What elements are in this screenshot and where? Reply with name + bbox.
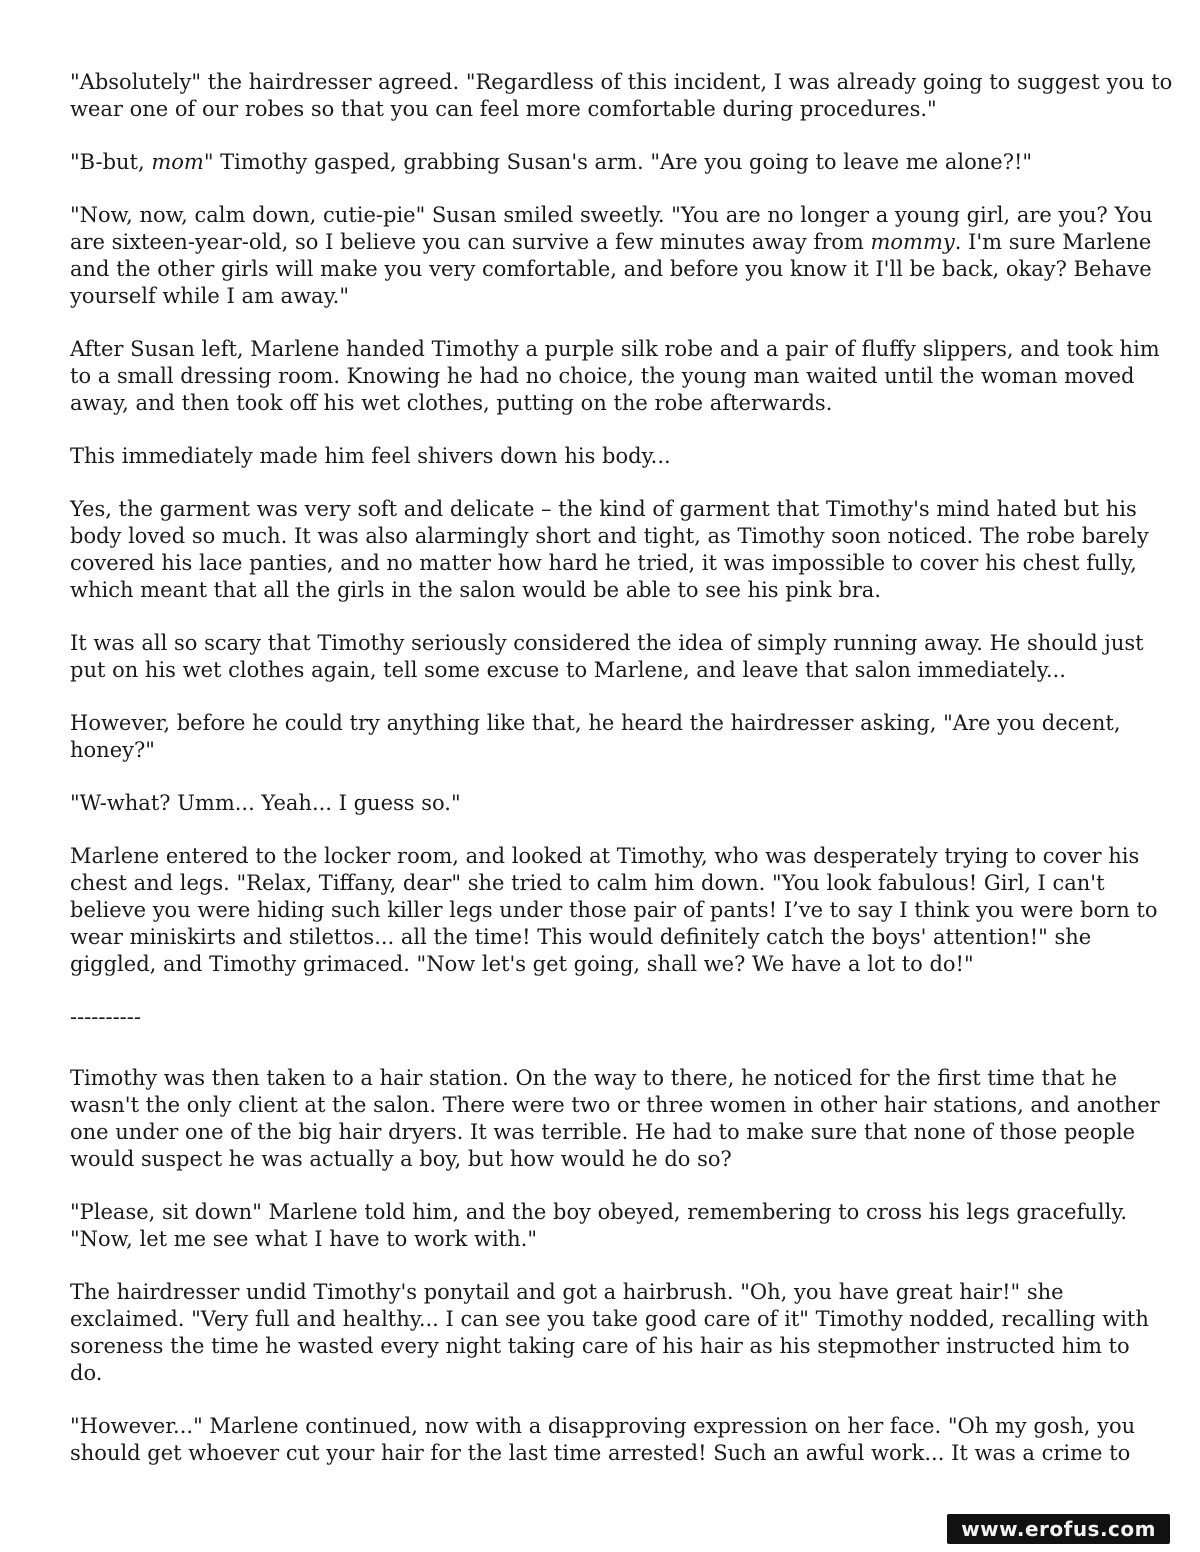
paragraph-5: This immediately made him feel shivers down his body...: [70, 444, 671, 468]
document-page: [70, 69, 1173, 1493]
paragraph-7: It was all so scary that Timothy seriously considered the idea of simply running away. He should just put on his wet clothes again, tell some excuse to Marlene, and leave that salon immediately...: [70, 631, 1144, 682]
paragraph-12: "Please, sit down" Marlene told him, and the boy obeyed, remembering to cross his legs gracefully. "Now, let me see what I have to work with.": [70, 1200, 1128, 1251]
watermark-label: www.erofus.com: [947, 1514, 1170, 1544]
paragraph-11: Timothy was then taken to a hair station. On the way to there, he noticed for the first time that he wasn't the only client at the salon. There were two or three women in other hair stations, and another one under one of the big hair dryers. It was terrible. He had to make sure that none of those people would suspect he was actually a boy, but how would he do so?: [70, 1066, 1160, 1171]
paragraph-10: Marlene entered to the locker room, and looked at Timothy, who was desperately trying to cover his chest and legs. "Relax, Tiffany, dear" she tried to calm him down. "You look fabulous! Girl, I can't believe you were hiding such killer legs under those pair of pants! I’ve to say I think you were born to wear miniskirts and stilettos... all the time! This would definitely catch the boys' attention!" she giggled, and Timothy grimaced. "Now let's get going, shall we? We have a lot to do!": [70, 844, 1158, 976]
section-divider: ----------: [70, 1005, 141, 1029]
paragraph-1: "Absolutely" the hairdresser agreed. "Regardless of this incident, I was already going to suggest you to wear one of our robes so that you can feel more comfortable during procedures.": [70, 70, 1173, 121]
paragraph-13: The hairdresser undid Timothy's ponytail and got a hairbrush. "Oh, you have great hair!" she exclaimed. "Very full and healthy... I can see you take good care of it" Timothy nodded, recalling with soreness the time he wasted every night taking care of his hair as his stepmother instructed him to do.: [70, 1280, 1149, 1385]
paragraph-4: After Susan left, Marlene handed Timothy a purple silk robe and a pair of fluffy slippers, and took him to a small dressing room. Knowing he had no choice, the young man waited until the woman moved away, and then took off his wet clothes, putting on the robe afterwards.: [70, 337, 1160, 415]
paragraph-8: However, before he could try anything like that, he heard the hairdresser asking, "Are you decent, honey?": [70, 711, 1121, 762]
paragraph-3: "Now, now, calm down, cutie-pie" Susan smiled sweetly. "You are no longer a young girl, are you? You are sixteen-year-old, so I believe you can survive a few minutes away from mommy. I'm sure Marlene and the other girls will make you very comfortable, and before you know it I'll be back, okay? Behave yourself while I am away.": [70, 203, 1153, 308]
paragraph-6: Yes, the garment was very soft and delicate – the kind of garment that Timothy's mind hated but his body loved so much. It was also alarmingly short and tight, as Timothy soon noticed. The robe barely covered his lace panties, and no matter how hard he tried, it was impossible to cover his chest fully, which meant that all the girls in the salon would be able to see his pink bra.: [70, 497, 1149, 602]
paragraph-2: "B-but, mom" Timothy gasped, grabbing Susan's arm. "Are you going to leave me alone?!": [70, 150, 1033, 174]
paragraph-14: "However..." Marlene continued, now with a disapproving expression on her face. "Oh my gosh, you should get whoever cut your hair for the last time arrested! Such an awful work... It was a crime to: [70, 1414, 1136, 1465]
paragraph-9: "W-what? Umm... Yeah... I guess so.": [70, 791, 461, 815]
